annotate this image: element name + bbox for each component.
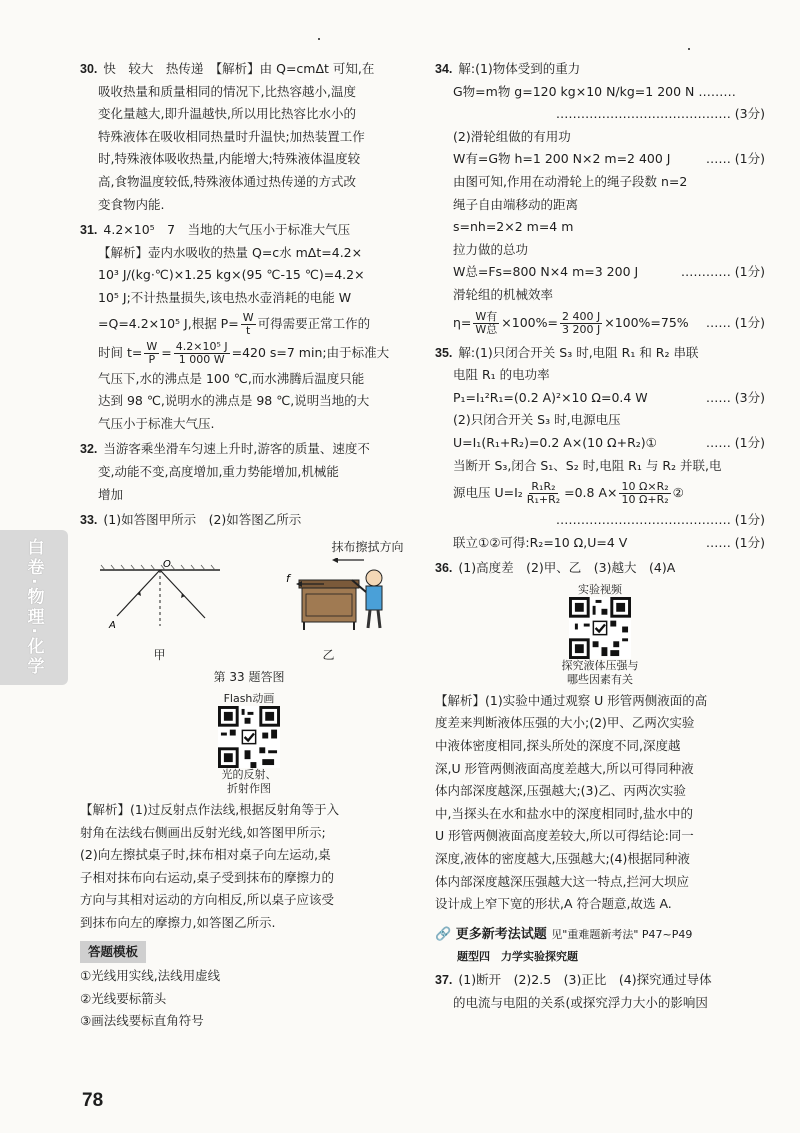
question-number: 37.	[435, 973, 453, 987]
question-number: 33.	[80, 513, 98, 528]
table-friction-diagram	[254, 558, 404, 636]
equation-efficiency: η= $\frac{\text{W有}}{\text{W总}}$ ×100%= $\frac{2 400 J}{3 200 J}$ ×100%=75% …… (1分)	[453, 309, 765, 336]
equation-time: 时间 t= $\frac{W}{P}$ = $\frac{\text{4.2×10⁵ J}}{1 000 W}$ =420 s=7 min;由于标准大	[98, 339, 390, 366]
question-number: 35.	[435, 345, 453, 360]
reflection-diagram	[95, 556, 225, 636]
left-column	[80, 58, 418, 1036]
question-33: 33. (1)如答图甲所示 (2)如答图乙所示 O A 甲 抹布擦拭方向 f 乙 第 33 题答图 Flash动画 光的反射、 折射作图 【解析】(1)过反射点作法线,根据反射角等于入 射角在法线右侧画出反射光线,如答图甲所示; (2)向左擦拭桌子时,抹布相对桌子向左运动,桌 子相对抹布向右运动,桌子受到抹布的摩擦力的 方向与其相对运动的方向相反,所以桌子应该受 到抹布向左的摩擦力,如答图乙所示. 答题模板 ①光线用实线,法线用虚线 ②光线要标箭头 ③画法线要标直角符号	[80, 509, 418, 1033]
svg-text:A: A	[108, 620, 116, 632]
page-number: 78	[82, 1090, 104, 1111]
right-column	[435, 58, 765, 1017]
question-30: 30. 快 较大 热传递 【解析】由 Q=cmΔt 可知,在 吸收热量和质量相同的情况下,比热容越小,温度 变化量越大,即升温越快,所以用比热容比水小的 特殊液体在吸收相同热量时升温快;加热装置工作 时,特殊液体吸收热量,内能增大;特殊液体温度较 高,食物温度较低,特殊液体通过热传递的方式改 变食物内能.	[80, 61, 375, 212]
figure-caption: 第 33 题答图	[213, 670, 285, 685]
side-tab: 白卷·物理·化学	[0, 530, 68, 685]
qr-code-icon	[569, 597, 631, 659]
link-icon: 🔗	[435, 926, 452, 942]
question-32: 32. 当游客乘坐滑车匀速上升时,游客的质量、速度不 变,动能不变,高度增加,重力势能增加,机械能 增加	[80, 441, 370, 502]
equation-power: =Q=4.2×10⁵ J,根据 P= $\frac{W}{t}$ 可得需要正常工作的	[98, 310, 371, 337]
equation-parallel: 源电压 U=I₂ $\frac{\text{R₁R₂}}{\text{R₁+R₂}}$ =0.8 A× $\frac{\text{10 Ω×R₂}}{\text{10 Ω+R₂}}$ ②	[453, 480, 684, 507]
question-36: 36. (1)高度差 (2)甲、乙 (3)越大 (4)A 实验视频 探究液体压强与 哪些因素有关 【解析】(1)实验中通过观察 U 形管两侧液面的高 度差来判断液体压强的大小;(2)甲、乙两次实验 中液体密度相同,探头所处的深度不同,深度越 深,U 形管两侧液面高度差越大,所以可得同种液 体内部深度越深,压强越大;(3)乙、丙两次实验 中,当探头在水和盐水中的深度相同时,盐水中的 U 形管两侧液面高度差较大,所以可得结论:同一 深度,液体的密度越大,压强越大;(4)根据同种液 体内部深度越深压强越大这一特点,拦河大坝应 设计成上窄下宽的形状,A 符合题意,故选 A.	[435, 557, 765, 916]
answer-template: 答题模板 ①光线用实线,法线用虚线 ②光线要标箭头 ③画法线要标直角符号	[80, 935, 418, 1033]
question-number: 30.	[80, 62, 98, 76]
figure-yi: 抹布擦拭方向 f 乙	[254, 536, 404, 667]
svg-text:f: f	[285, 572, 290, 586]
question-37: 37. (1)断开 (2)2.5 (3)正比 (4)探究通过导体 的电流与电阻的关系(或探究浮力大小的影响因	[435, 972, 712, 1010]
question-number: 32.	[80, 442, 98, 457]
qr-code-icon	[218, 706, 280, 768]
question-number: 36.	[435, 561, 453, 576]
svg-text:O: O	[162, 559, 171, 571]
figure-jia: O A 甲	[95, 556, 225, 666]
qr-code-video[interactable]: 实验视频 探究液体压强与 哪些因素有关	[561, 582, 639, 686]
question-34: 34. 解:(1)物体受到的重力 G物=m物 g=120 kg×10 N/kg=1 200 N ……… …………………………………… (3分) (2)滑轮组做的有用功 W有=G物 h=1 200 N×2 m=2 400 J …… (1分) 由图可知,作用在动滑轮上的绳子段数 n=2 绳子自由端移动的距离 s=nh=2×2 m=4 m 拉力做的总功 W总=Fs=800 N×4 m=3 200 J ………… (1分) 滑轮组的机械效率 η= $\frac{\text{W有}}{\text{W总}}$ ×100%= $\frac{2 400 J}{3 200 J}$ ×100%=75% …… (1分)	[435, 58, 765, 339]
template-title: 答题模板	[80, 941, 146, 964]
qr-code-flash[interactable]: Flash动画 光的反射、 折射作图	[80, 692, 418, 796]
question-35: 35. 解:(1)只闭合开关 S₃ 时,电阻 R₁ 和 R₂ 串联 电阻 R₁ 的电功率 P₁=I₁²R₁=(0.2 A)²×10 Ω=0.4 W …… (3分) (2)只闭合开关 S₃ 时,电源电压 U=I₁(R₁+R₂)=0.2 A×(10 Ω+R₂)① …… (1分) 当断开 S₃,闭合 S₁、S₂ 时,电阻 R₁ 与 R₂ 并联,电 源电压 U=I₂ $\frac{\text{R₁R₂}}{\text{R₁+R₂}}$ =0.8 A× $\frac{\text{10 Ω×R₂}}{\text{10 Ω+R₂}}$ ② …………………………………… (1分) 联立①②可得:R₂=10 Ω,U=4 V …… (1分)	[435, 344, 765, 550]
question-number: 34.	[435, 62, 453, 76]
question-number: 31.	[80, 223, 98, 238]
question-31: 31. 4.2×10⁵ 7 当地的大气压小于标准大气压 【解析】壶内水吸收的热量 Q=c水 mΔt=4.2× 10³ J/(kg·℃)×1.25 kg×(95 ℃-15 ℃)=4.2× 10⁵ J;不计热量损失,该电热水壶消耗的电能 W =Q=4.2×10⁵ J,根据 P= $\frac{W}{t}$ 可得需要正常工作的 时间 t= $\frac{W}{P}$ = $\frac{\text{4.2×10⁵ J}}{1 000 W}$ =420 s=7 min;由于标准大 气压下,水的沸点是 100 ℃,而水沸腾后温度只能 达到 98 ℃,说明水的沸点是 98 ℃,说明当地的大 气压小于标准大气压.	[80, 219, 418, 435]
more-practice: 🔗 更多新考法试题 见"重难题新考法" P47~P49 题型四 力学实验探究题	[435, 926, 693, 964]
answer-figure-33	[80, 536, 418, 667]
